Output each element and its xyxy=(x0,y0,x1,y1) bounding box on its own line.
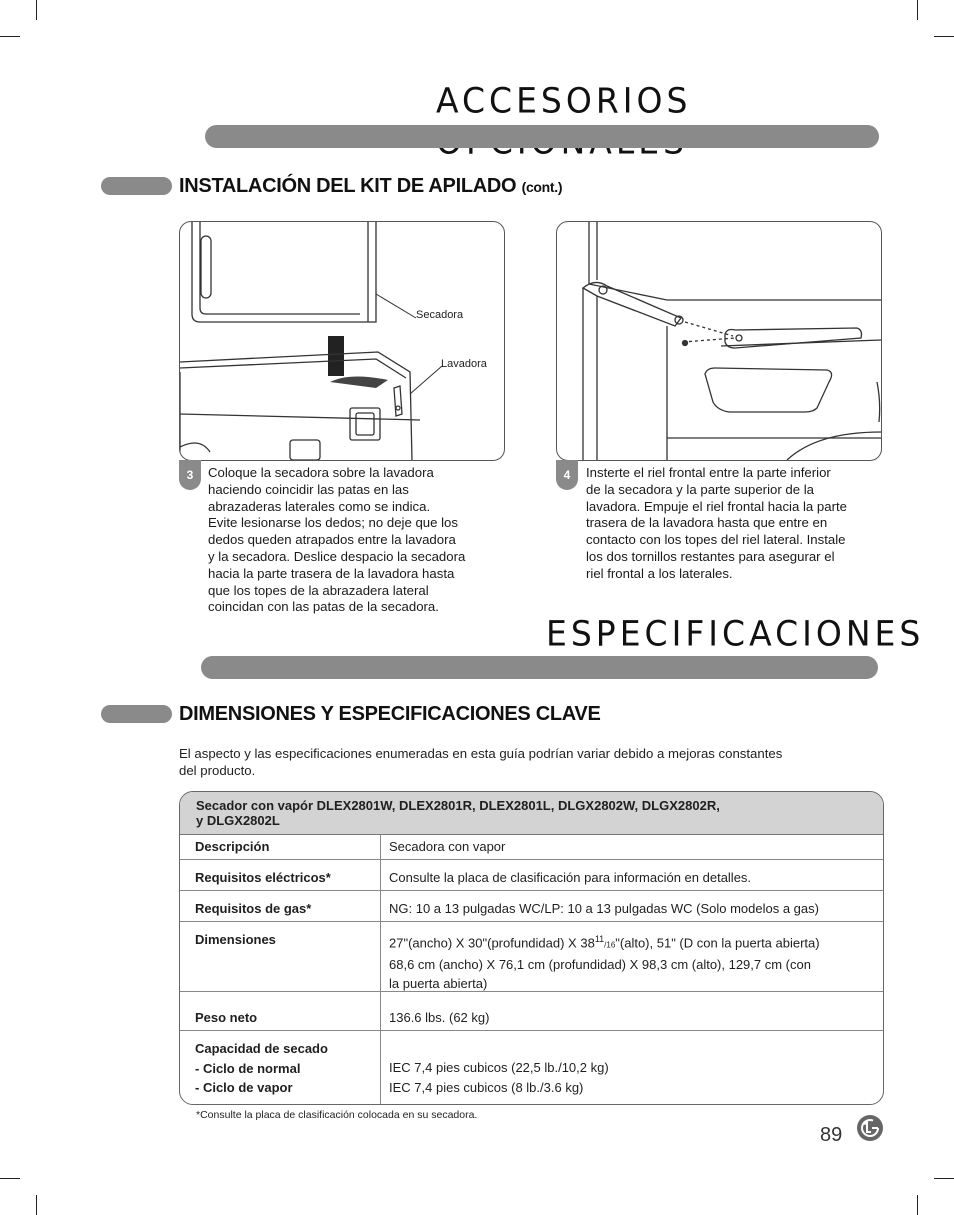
page-number: 89 xyxy=(820,1124,843,1146)
page-title: ACCESORIOS xyxy=(436,80,692,121)
text-line: trasera de la lavadora hasta que entre en xyxy=(586,515,828,531)
spec-table xyxy=(179,791,884,1105)
section-title xyxy=(179,175,562,198)
table-row-label: Requisitos de gas* xyxy=(195,901,312,916)
text-line: riel frontal a los laterales. xyxy=(586,565,733,581)
text-line: IEC 7,4 pies cubicos (22,5 lb./10,2 kg) xyxy=(389,1060,609,1075)
text-line: y DLGX2802L xyxy=(196,813,280,828)
table-row-label xyxy=(195,1039,328,1098)
text-line xyxy=(389,930,874,955)
text-line: la puerta abierta) xyxy=(389,976,488,992)
crop-mark xyxy=(917,1195,918,1215)
table-header xyxy=(180,792,883,835)
text-line: Evite lesionarse los dedos; no deje que los xyxy=(208,515,458,531)
fraction-denominator: /16 xyxy=(604,940,616,950)
figure-step-4 xyxy=(556,221,882,461)
row-divider xyxy=(180,859,883,860)
table-row-value xyxy=(389,930,874,994)
text-line: hacia la parte trasera de la lavadora hasta xyxy=(208,565,455,581)
fraction-numerator: 11 xyxy=(594,934,605,944)
text-line: haciendo coincidir las patas en las xyxy=(208,481,409,497)
text-line: Secador con vapór DLEX2801W, DLEX2801R, DLEX2801L, DLGX2802W, DLGX2802R, xyxy=(196,798,720,813)
stacking-illustration xyxy=(180,222,504,460)
intro-paragraph xyxy=(179,746,859,779)
dimension-text: "(alto), 51" (D con la puerta abierta) xyxy=(615,935,820,951)
section-title-suffix: (cont.) xyxy=(521,179,563,195)
text-line: Insterte el riel frontal entre la parte inferior xyxy=(586,465,831,480)
crop-mark xyxy=(917,0,918,20)
text-line: - Ciclo de normal xyxy=(195,1060,301,1076)
title-bar xyxy=(205,125,879,148)
text-line: los dos tornillos restantes para asegurar el xyxy=(586,548,835,564)
front-rail-illustration xyxy=(557,222,881,460)
text-line: y la secadora. Deslice despacio la secadora xyxy=(208,548,466,564)
label-dryer: Secadora xyxy=(416,309,464,321)
table-row-label: Dimensiones xyxy=(195,932,276,947)
specs-title: ESPECIFICACIONES xyxy=(546,613,925,654)
text-line: que los topes de la abrazadera lateral xyxy=(208,582,429,598)
text-line: contacto con los topes del riel lateral. Instale xyxy=(586,532,846,548)
label-washer: Lavadora xyxy=(441,358,487,370)
text-line: Capacidad de secado xyxy=(195,1041,328,1056)
step-number-badge: 3 xyxy=(179,460,201,490)
table-row-value xyxy=(389,1058,874,1097)
text-line: lavadora. Empuje el riel frontal hacia la parte xyxy=(586,498,847,514)
step-4-text xyxy=(586,465,886,583)
table-row-value: Consulte la placa de clasificación para información en detalles. xyxy=(389,870,752,885)
specs-bar xyxy=(201,656,878,679)
section-marker xyxy=(101,177,172,195)
section-marker xyxy=(101,705,172,723)
step-number-badge: 4 xyxy=(556,460,578,490)
text-line: dedos queden atrapados entre la lavadora xyxy=(208,532,456,548)
text-line: del producto. xyxy=(179,762,256,778)
footnote: *Consulte la placa de clasificación colocada en su secadora. xyxy=(196,1109,478,1121)
table-row-value: 136.6 lbs. (62 kg) xyxy=(389,1010,490,1025)
crop-mark xyxy=(934,1178,954,1179)
section-title-text: INSTALACIÓN DEL KIT DE APILADO xyxy=(179,175,517,197)
table-header-text xyxy=(196,798,856,828)
text-line: IEC 7,4 pies cubicos (8 lb./3.6 kg) xyxy=(389,1079,584,1095)
table-row-label: Descripción xyxy=(195,839,270,854)
specs-subtitle: DIMENSIONES Y ESPECIFICACIONES CLAVE xyxy=(179,703,601,725)
table-row-value: NG: 10 a 13 pulgadas WC/LP: 10 a 13 pulgadas WC (Solo modelos a gas) xyxy=(389,901,819,916)
row-divider xyxy=(180,1030,883,1031)
step-3-text xyxy=(208,465,508,616)
text-line: abrazaderas laterales como se indica. xyxy=(208,498,431,514)
figure-step-3 xyxy=(179,221,505,461)
row-divider xyxy=(180,991,883,992)
crop-mark xyxy=(0,1178,20,1179)
crop-mark xyxy=(36,0,37,20)
text-line: El aspecto y las especificaciones enumeradas en esta guía podrían variar debido a mejoras constantes xyxy=(179,746,783,761)
lg-logo-icon xyxy=(856,1114,884,1142)
column-divider xyxy=(380,834,381,1104)
text-line: 68,6 cm (ancho) X 76,1 cm (profundidad) X 98,3 cm (alto), 129,7 cm (con xyxy=(389,956,811,972)
table-row-value: Secadora con vapor xyxy=(389,839,506,854)
text-line: Coloque la secadora sobre la lavadora xyxy=(208,465,434,480)
crop-mark xyxy=(0,36,20,37)
dimension-text: 27"(ancho) X 30"(profundidad) X 38 xyxy=(389,935,595,951)
text-line: - Ciclo de vapor xyxy=(195,1080,293,1095)
row-divider xyxy=(180,921,883,922)
table-row-label: Requisitos eléctricos* xyxy=(195,870,331,885)
text-line: de la secadora y la parte superior de la xyxy=(586,481,814,497)
crop-mark xyxy=(36,1195,37,1215)
crop-mark xyxy=(934,36,954,37)
text-line: coincidan con las patas de la secadora. xyxy=(208,599,439,615)
table-row-label: Peso neto xyxy=(195,1010,258,1025)
row-divider xyxy=(180,890,883,891)
